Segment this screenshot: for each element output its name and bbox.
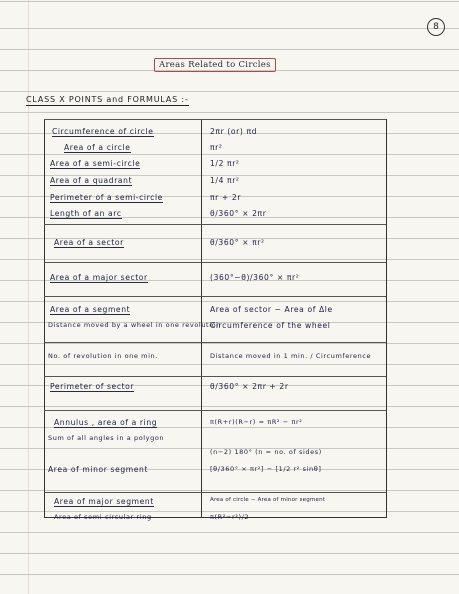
formula-cell: πr + 2r xyxy=(210,193,242,202)
formula-cell: π(R+r)(R−r) = πR² − πr² xyxy=(210,418,303,426)
term-cell: Area of semi-circular ring xyxy=(54,513,152,521)
table-divider xyxy=(201,119,202,517)
term-cell: Length of an arc xyxy=(50,209,122,218)
row-separator xyxy=(44,492,386,493)
formula-cell: Area of circle − Area of minor segment xyxy=(210,497,326,503)
row-separator xyxy=(44,224,386,225)
formula-cell: [θ/360° × πr²] − [1/2 r² sinθ] xyxy=(210,465,322,473)
row-separator xyxy=(44,376,386,377)
page-number: 8 xyxy=(427,18,445,36)
margin-line xyxy=(28,0,29,594)
term-cell: Distance moved by a wheel in one revolution xyxy=(48,321,221,329)
formula-cell: (360°−θ)/360° × πr² xyxy=(210,273,300,282)
formula-cell: Distance moved in 1 min. / Circumference xyxy=(210,352,372,360)
page-title: Areas Related to Circles xyxy=(154,58,276,72)
formula-cell: Area of sector − Area of Δle xyxy=(210,305,333,314)
formula-cell: π(R²−r²)/2 xyxy=(210,513,250,521)
term-cell: Area of a circle xyxy=(64,143,131,152)
term-cell: Area of a sector xyxy=(54,238,124,247)
subtitle-text: CLASS X POINTS and FORMULAS :- xyxy=(26,95,189,104)
term-cell: Area of minor segment xyxy=(48,465,149,474)
term-cell: Area of a segment xyxy=(50,305,131,314)
term-cell: Area of a quadrant xyxy=(50,176,133,185)
term-cell: Area of major segment xyxy=(54,497,154,506)
term-cell: Sum of all angles in a polygon xyxy=(48,434,165,442)
row-separator xyxy=(44,296,386,297)
term-cell: Perimeter of sector xyxy=(50,382,135,391)
row-separator xyxy=(44,342,386,343)
formula-cell: θ/360° × 2πr + 2r xyxy=(210,382,289,391)
formula-cell: Circumference of the wheel xyxy=(210,321,331,330)
term-cell: Annulus , area of a ring xyxy=(54,418,158,427)
term-cell: No. of revolution in one min. xyxy=(48,352,158,360)
formula-cell: (n−2) 180° (n = no. of sides) xyxy=(210,448,322,456)
table-top-line xyxy=(44,119,386,120)
formula-cell: 2πr (or) πd xyxy=(210,127,258,136)
term-cell: Perimeter of a semi-circle xyxy=(50,193,163,202)
formula-cell: 1/2 πr² xyxy=(210,159,240,168)
formula-cell: 1/4 πr² xyxy=(210,176,240,185)
term-cell: Area of a major sector xyxy=(50,273,148,282)
row-separator xyxy=(44,410,386,411)
formula-cell: πr² xyxy=(210,143,223,152)
formula-cell: θ/360° × 2πr xyxy=(210,209,267,218)
term-cell: Area of a semi-circle xyxy=(50,159,141,168)
formula-cell: θ/360° × πr² xyxy=(210,238,265,247)
term-cell: Circumference of circle xyxy=(52,127,154,136)
subtitle xyxy=(26,95,189,104)
row-separator xyxy=(44,262,386,263)
